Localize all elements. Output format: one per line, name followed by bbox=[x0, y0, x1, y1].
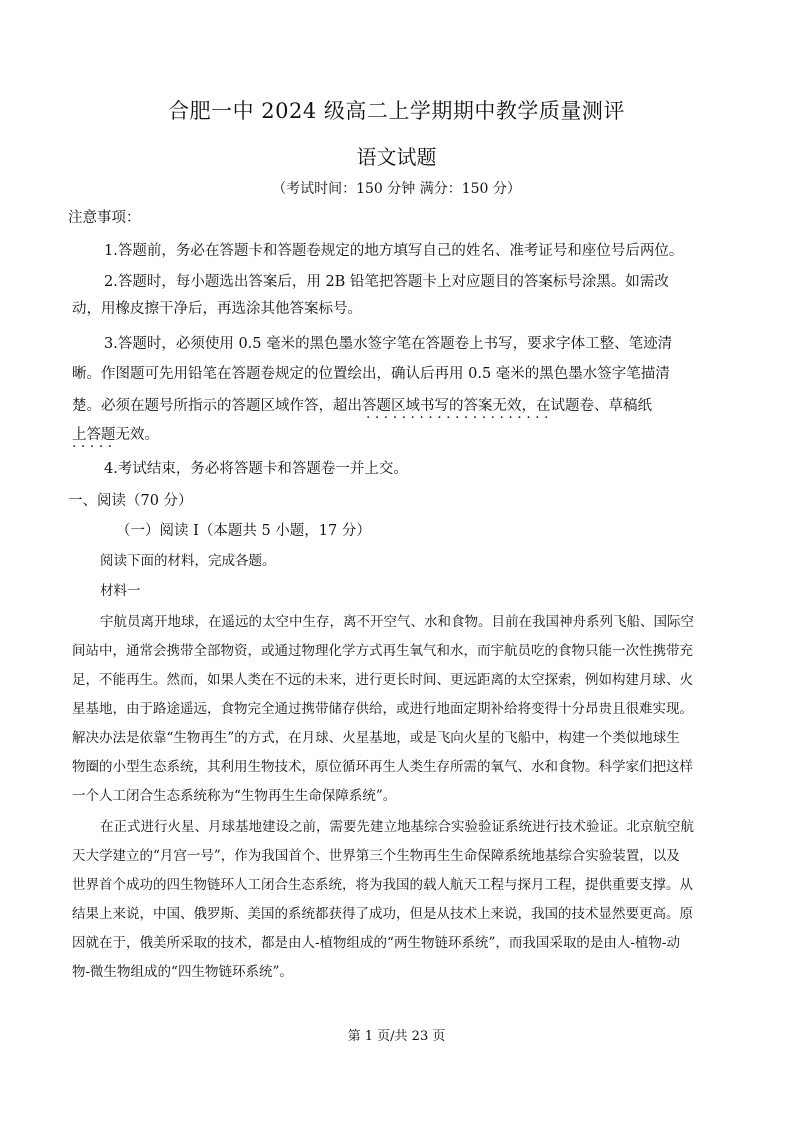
section-heading: 一、阅读（70 分） bbox=[68, 493, 193, 509]
instruction-text: 阅读下面的材料，完成各题。 bbox=[100, 553, 276, 569]
exam-info: （考试时间：150 分钟 满分：150 分） bbox=[272, 181, 521, 197]
paragraph-line: 在正式进行火星、月球基地建设之前，需要先建立地基综合实验验证系统进行技术验证。北京航空航 bbox=[100, 819, 694, 835]
paragraph-line: 间站中，通常会携带全部物资，或通过物理化学方式再生氧气和水，而宇航员吃的食物只能一次性携带充 bbox=[72, 643, 693, 659]
paragraph-line: 世界首个成功的四生物链环人工闭合生态系统，将为我国的载人航天工程与探月工程，提供重要支撑。从 bbox=[72, 877, 693, 893]
notice-item-2: 2.答题时，每小题选出答案后，用 2B 铅笔把答题卡上对应题目的答案标号涂黑。如需改 bbox=[104, 274, 669, 290]
paragraph-line: 解决办法是依靠“生物再生”的方式，在月球、火星基地，或是飞向火星的飞船中，构建一个类似地球生 bbox=[72, 730, 680, 746]
section-subheading: （一）阅读 I（本题共 5 小题，17 分） bbox=[116, 523, 371, 539]
page-title: 合肥一中 2024 级高二上学期期中教学质量测评 bbox=[168, 99, 625, 123]
notice-item-1: 1.答题前，务必在答题卡和答题卷规定的地方填写自己的姓名、准考证号和座位号后两位。 bbox=[104, 243, 684, 259]
paragraph-line: 一个人工闭合生态系统称为“生物再生生命保障系统”。 bbox=[72, 788, 397, 804]
page-footer: 第 1 页/共 23 页 bbox=[347, 1029, 446, 1044]
paragraph-line: 星基地，由于路途遥远，食物完全通过携带储存供给，或进行地面定期补给将变得十分昂贵且很难实现。 bbox=[72, 701, 693, 717]
emphasis-dots: · · · · · bbox=[72, 439, 113, 455]
notice-item-3-cont: 上答题无效。 bbox=[72, 427, 159, 443]
paragraph-line: 物-微生物组成的“四生物链环系统”。 bbox=[72, 964, 293, 980]
paragraph-line: 宇航员离开地球，在遥远的太空中生存，离不开空气、水和食物。目前在我国神舟系列飞船、国际空 bbox=[100, 614, 694, 630]
notice-item-3-cont: 楚。必须在题号所指示的答题区域作答，超出答题区域书写的答案无效，在试题卷、草稿纸 bbox=[72, 398, 652, 414]
emphasis-dots: · · · · · · · · · · · · · · · · · · · · · bbox=[366, 410, 549, 426]
paragraph-line: 足，不能再生。然而，如果人类在不远的未来，进行更长时间、更远距离的太空探索，例如构建月球、火 bbox=[72, 672, 693, 688]
notice-item-4: 4.考试结束，务必将答题卡和答题卷一并上交。 bbox=[104, 461, 408, 477]
notice-heading: 注意事项： bbox=[68, 210, 141, 226]
paragraph-line: 天大学建立的“月宫一号”，作为我国首个、世界第三个生物再生生命保障系统地基综合实验装置，以及 bbox=[72, 848, 680, 864]
notice-item-2-cont: 动，用橡皮擦干净后，再选涂其他答案标号。 bbox=[72, 301, 362, 317]
paragraph-line: 结果上来说，中国、俄罗斯、美国的系统都获得了成功，但是从技术上来说，我国的技术显然要更高。原 bbox=[72, 906, 693, 922]
page-subtitle: 语文试题 bbox=[356, 145, 437, 169]
notice-item-3-cont: 晰。作图题可先用铅笔在答题卷规定的位置绘出，确认后再用 0.5 毫米的黑色墨水签字笔描清 bbox=[72, 366, 670, 382]
paragraph-line: 物圈的小型生态系统，其利用生物技术，原位循环再生人类生存所需的氧气、水和食物。科学家们把这样 bbox=[72, 759, 693, 775]
notice-item-3: 3.答题时，必须使用 0.5 毫米的黑色墨水签字笔在答题卷上书写，要求字体工整、笔迹清 bbox=[104, 336, 673, 352]
paragraph-line: 因就在于，俄美所采取的技术，都是由人-植物组成的“两生物链环系统”，而我国采取的是由人-植物-动 bbox=[72, 935, 680, 951]
material-label: 材料一 bbox=[100, 583, 141, 599]
